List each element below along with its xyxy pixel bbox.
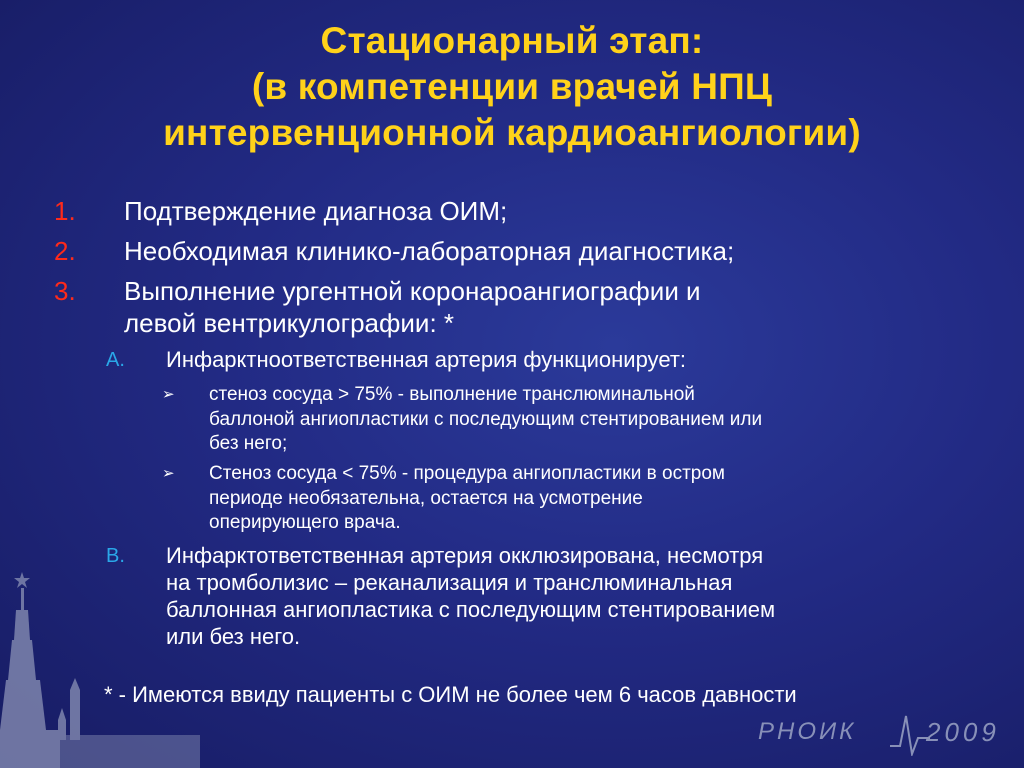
list-number-2: 2. bbox=[54, 236, 76, 266]
logo-year: 2009 bbox=[926, 717, 1000, 747]
list-item-1-text: Подтверждение диагноза ОИМ; bbox=[124, 196, 508, 226]
title-line-1: Стационарный этап: bbox=[320, 20, 704, 61]
list-item-3-line-2: левой вентрикулографии: * bbox=[124, 308, 455, 338]
bullet-2-line-1: Стеноз сосуда < 75% - процедура ангиопластики в остром bbox=[209, 463, 725, 484]
bullet-1-line-1: стеноз сосуда > 75% - выполнение транслюминальной bbox=[209, 384, 695, 405]
bullet-1-line-2: баллоной ангиопластики с последующим стентированием или bbox=[209, 409, 763, 430]
footnote: * - Имеются ввиду пациенты с ОИМ не более чем 6 часов давности bbox=[104, 682, 797, 707]
sub-letter-a: A. bbox=[106, 349, 125, 371]
sub-b-line-1: Инфарктответственная артерия окклюзирована, несмотря bbox=[166, 543, 764, 568]
sub-b-line-3: баллонная ангиопластика с последующим стентированием bbox=[166, 597, 776, 622]
title-line-2: (в компетенции врачей НПЦ bbox=[251, 66, 773, 107]
list-item-3-line-1: Выполнение ургентной коронароангиографии и bbox=[124, 276, 701, 306]
slide-title bbox=[0, 18, 1024, 156]
bullet-1-line-3: без него; bbox=[209, 433, 288, 454]
tower-silhouette-icon bbox=[0, 560, 200, 768]
sub-b-line-4: или без него. bbox=[166, 624, 301, 649]
title-line-3: интервенционной кардиоангиологии) bbox=[163, 112, 861, 153]
list-number-3: 3. bbox=[54, 276, 76, 306]
bullet-2-line-2: периоде необязательна, остается на усмотрение bbox=[209, 488, 643, 509]
logo-text: РНОИК bbox=[758, 718, 857, 745]
list-number-1: 1. bbox=[54, 196, 76, 226]
arrow-bullet-icon: ➢ bbox=[162, 465, 175, 482]
bullet-2-line-3: оперирующего врача. bbox=[209, 512, 401, 533]
sub-b-line-2: на тромболизис – реканализация и транслюминальная bbox=[166, 570, 733, 595]
list-item-2-text: Необходимая клинико-лабораторная диагностика; bbox=[124, 236, 735, 266]
sub-letter-b: B. bbox=[106, 545, 125, 567]
arrow-bullet-icon: ➢ bbox=[162, 386, 175, 403]
sub-a-text: Инфарктноответственная артерия функционирует: bbox=[166, 347, 687, 372]
heartbeat-icon bbox=[890, 708, 930, 756]
